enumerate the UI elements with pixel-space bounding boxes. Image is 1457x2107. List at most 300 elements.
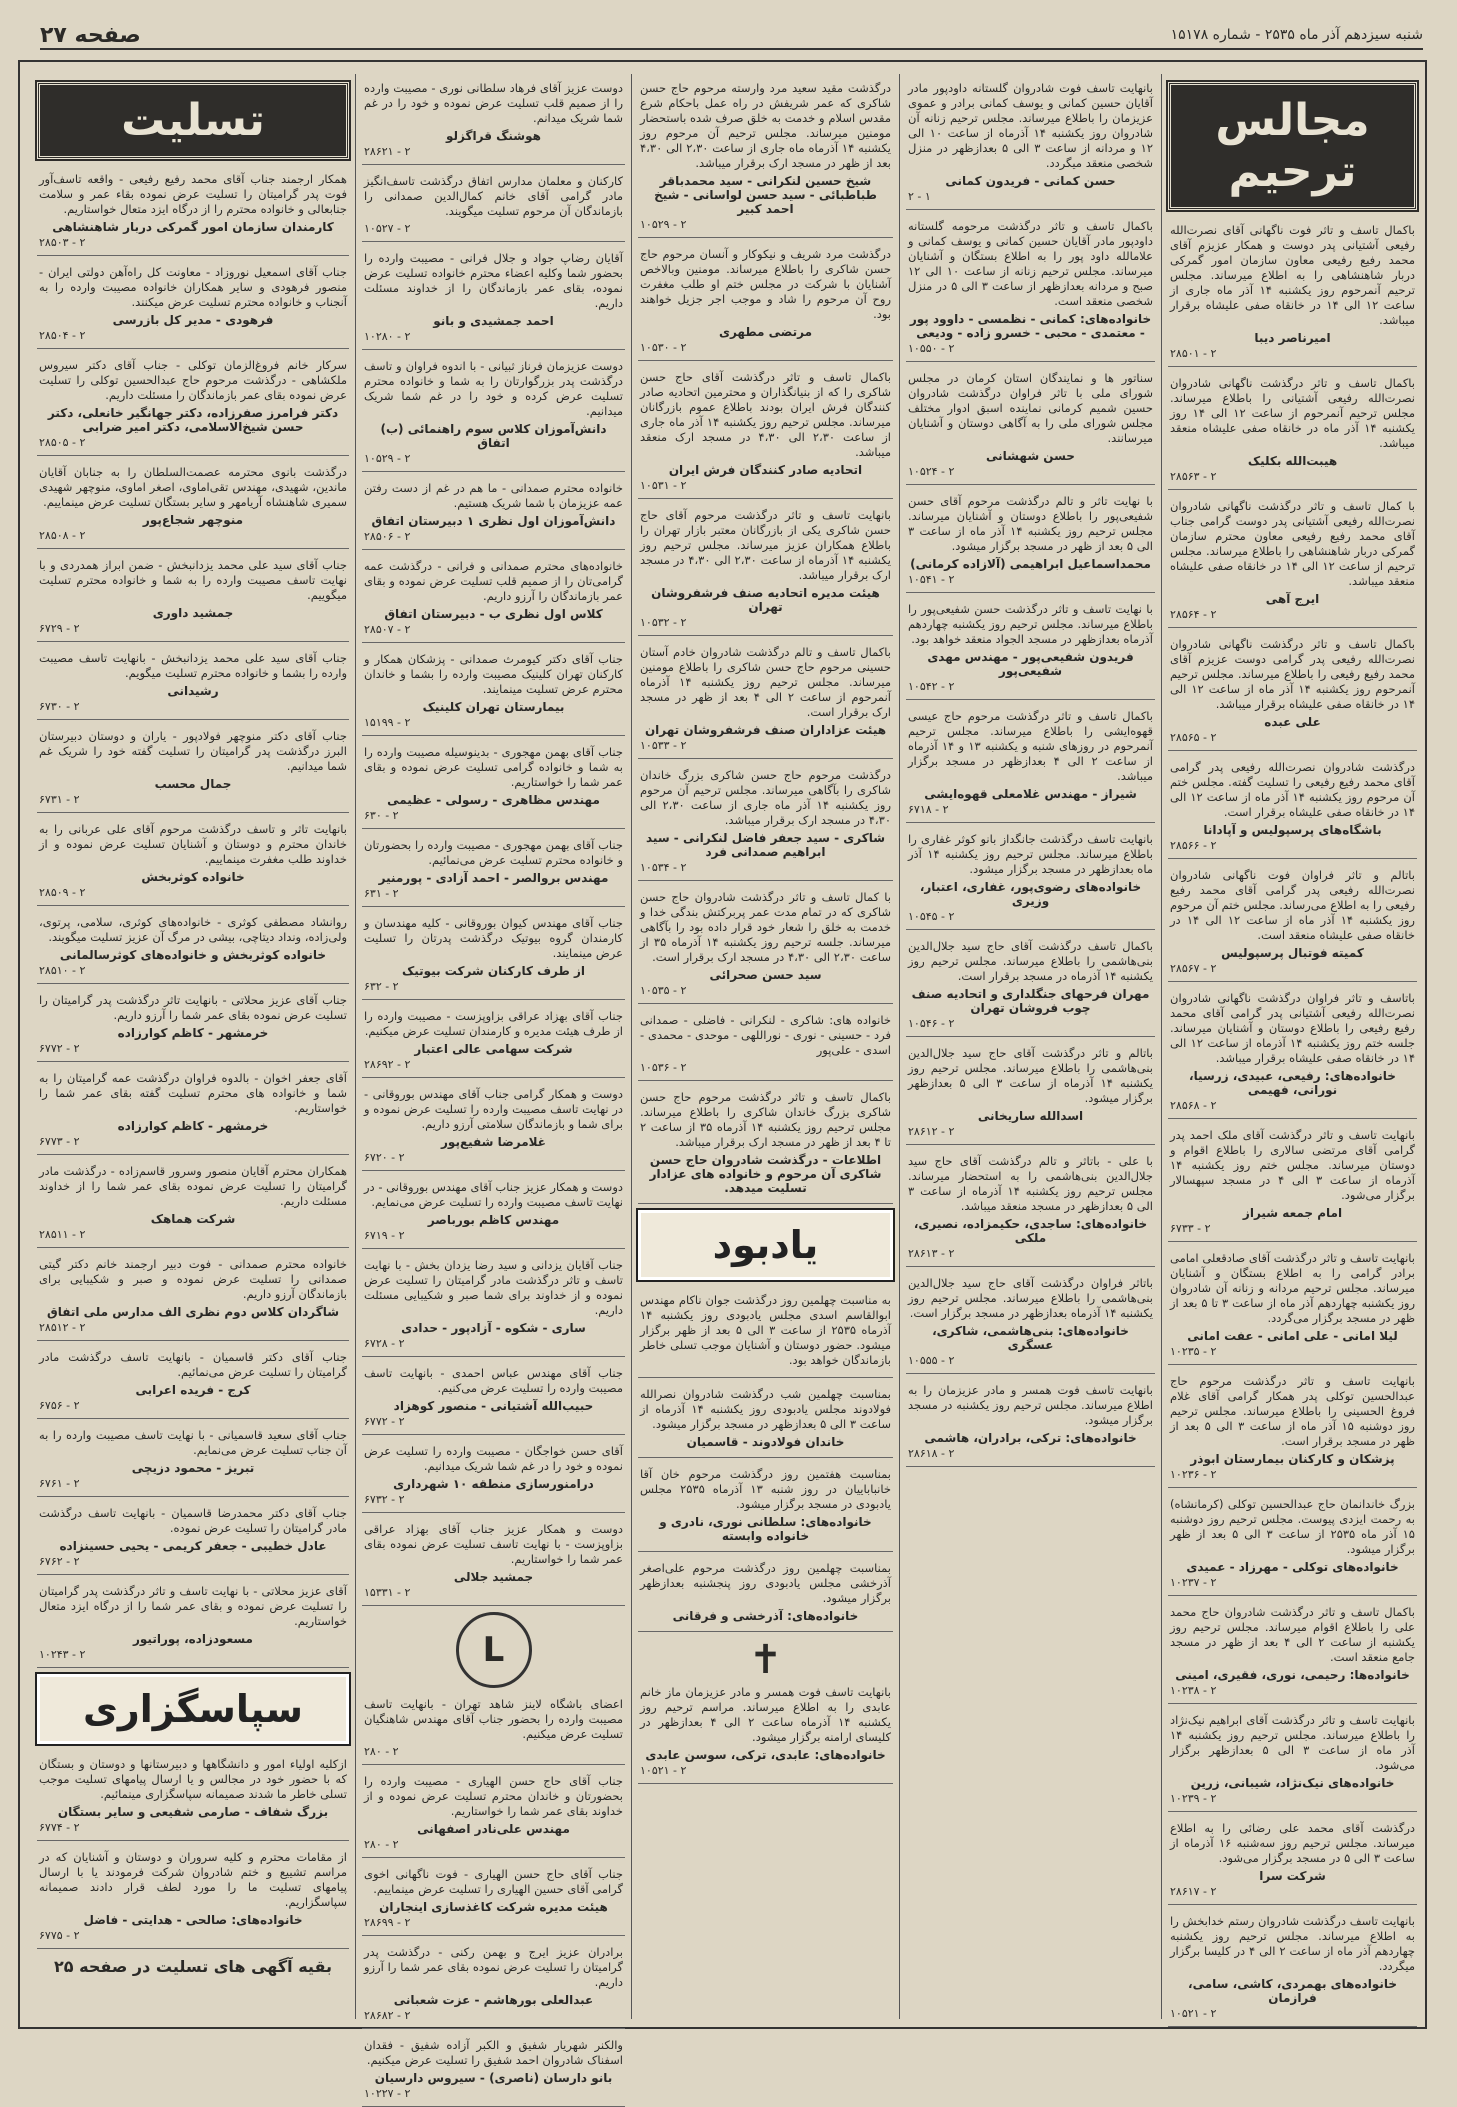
notice-signature: دکتر فرامرز صفرزاده، دکتر جهانگیر خانعلی، دکتر حسن شیخ‌الاسلامی، دکتر امیر ضرابی (47, 406, 339, 434)
notice-item (37, 819, 349, 906)
notice-signature: خانواده‌های: سلطانی نوری، نادری و خانواده وابسته (659, 1515, 872, 1543)
notice-text: از مقامات محترم و کلیه سروران و دوستان و آشنایان که در مراسم تشییع و ختم شادروان شرکت فرمودند یا با ارسال پیامهای تسلیت ما را مورد لطف قرار دادند صمیمانه سپاسگزاریم. (39, 1850, 347, 1909)
notice-code: ۶۷۵۶ - ۲ (39, 1399, 80, 1412)
notice-signature: هیئت مدیره اتحادیه صنف فرشفروشان تهران (651, 586, 880, 614)
column-3 (631, 74, 899, 2019)
notice-code: ۲۸۵۶۷ - ۲ (1170, 962, 1217, 975)
notice-code: ۶۷۳۱ - ۲ (39, 793, 80, 806)
notice-signature: شرکت هماهک (150, 1212, 236, 1226)
notice-item (362, 1519, 625, 1606)
notice-item (37, 648, 349, 720)
notice-signature: باشگاه‌های پرسپولیس و آپادانا (1203, 823, 1382, 837)
notice-signature: شرکت سرا (1259, 1869, 1326, 1883)
page-number: صفحه ۲۷ (40, 22, 141, 48)
notice-code: ۱۰۲۳۷ - ۲ (1170, 1576, 1217, 1589)
notice-code: ۶۷۲۸ - ۲ (364, 1337, 405, 1350)
notice-text: درگذشت آقای محمد علی رضائی را به اطلاع میرساند. مجلس ترحیم روز سه‌شنبه ۱۶ آذرماه از ساعت ۳ الی ۵ در مسجد برگزار می‌شود. (1170, 1821, 1415, 1865)
notice-signature: حبیب‌الله آشتیانی - منصور کوهزاد (393, 1399, 594, 1413)
notice-item (362, 356, 625, 472)
notice-code: ۲۸۰ - ۲ (364, 1745, 399, 1758)
notice-item (906, 491, 1155, 593)
notice-code: ۶۷۶۱ - ۲ (39, 1477, 80, 1490)
notice-item (37, 1068, 349, 1155)
notice-text: جناب آقای اسمعیل نوروزاد - معاونت کل راه‌آهن دولتی ایران - منصور فرهودی و سایر همکاران خانواده مصیبت وارده را به آنجناب و خانواده محترم تسلیت عرض میکنند. (39, 265, 347, 309)
notice-text: باکمال تاسف و تاثر درگذشت ناگهانی شادروان نصرت‌الله رفیعی پدر گرامی دوست عزیزم آقای محمد رفیع رفیعی را باطلاع میرساند. مجلس ترحیم آنمرحوم روز یکشنبه ۱۴ آذر ماه از ساعت ۱۲ الی ۱۴ در خانقاه صفی علیشاه برقرار میباشد. (1170, 637, 1415, 711)
notice-text: درگذشت مقید سعید مرد وارسته مرحوم حاج حسن شاکری که عمر شریفش در راه عمل باحکام شرع مقدس اسلام و خدمت به خلق صرف شده باستحضار مومنین میرساند. مجلس ترحیم آن مرحوم روز یکشنبه ۱۴ آذرماه ماه جاری از ساعت ۲،۳۰ الی ۴،۳۰ بعد از ظهر در مسجد ارک برقرار میباشد. (640, 81, 891, 170)
column-4 (355, 74, 631, 2100)
notice-item (362, 1694, 625, 1765)
cross-icon: ✝ (748, 1637, 783, 1683)
notice-text: آقای حسن خواجگان - مصیبت وارده را تسلیت عرض نموده و خود را در غم شما شریک میدانیم. (364, 1444, 623, 1473)
notice-signature: جمشید داوری (152, 606, 234, 620)
notice-signature: مهران فرحهای جنگلداری و اتحادیه صنف چوب فروشان تهران (911, 987, 1150, 1015)
notice-signature: منوچهر شجاع‌پور (142, 513, 244, 527)
notice-signature: شرکت سهامی عالی اعتبار (414, 1042, 573, 1056)
notice-text: والکنر شهریار شفیق و الکبر آزاده شفیق - فقدان اسفناک شادروان احمد شفیق را تسلیت عرض میکنیم. (364, 2038, 623, 2067)
notice-item (1168, 757, 1417, 859)
notice-text: بزرگ خاندانمان حاج عبدالحسین توکلی (کرمانشاه) به رحمت ایزدی پیوست. مجلس ترحیم روز دوشنبه ۱۵ آذر ماه ۲۵۳۵ از ساعت ۳ الی ۵ بعد از ظهر برگزار میشود. (1170, 1497, 1415, 1556)
notice-signature: خرمشهر - کاظم کوارزاده (117, 1119, 269, 1133)
notice-item (362, 1084, 625, 1171)
notice-item (1168, 1818, 1417, 1905)
notice-item (638, 1682, 893, 1784)
notice-signature: هوشنگ قراگزلو (446, 129, 541, 143)
continued-note: بقیه آگهی های تسلیت در صفحه ۲۵ (54, 1957, 332, 1976)
notice-code: ۱۰۲۸۰ - ۲ (364, 330, 411, 343)
notice-code: ۲۸۶۱۲ - ۲ (908, 1125, 955, 1138)
notice-code: ۱۰۵۵۰ - ۲ (908, 342, 955, 355)
notice-item (37, 169, 349, 256)
notice-item (638, 244, 893, 361)
col5-notices-b (37, 1754, 349, 1949)
notice-text: سرکار خانم فروغ‌الزمان توکلی - جناب آقای دکتر سیروس ملکشاهی - درگذشت مرحوم حاج عبدالحسین توکلی را تسلیت عرض نموده بقای عمر بازماندگان را مسئلت داریم. (39, 358, 347, 402)
notice-text: دوست عزیزمان فرناز ثبیانی - با اندوه فراوان و تاسف درگذشت پدر بزرگوارتان را به شما و خانواده محترم تسلیت عرض کرده و خود را در غم شما شریک میدانیم. (364, 359, 623, 418)
notice-text: جناب آقای عزیز محلاتی - بانهایت تاثر درگذشت پدر گرامیتان را تسلیت عرض نموده بقای عمر شما را آرزو داریم. (39, 993, 347, 1022)
notice-item (362, 1771, 625, 1858)
notice-signature: دانش‌آموزان کلاس سوم راهنمائی (ب) اتفاق (380, 422, 607, 450)
notice-text: روانشاد مصطفی کوثری - خانواده‌های کوثری، سلامی، پرتوی، ولی‌زاده، ونداد دیتاچی، بیشی در مرگ آن عزیز تسلیت میگویند. (39, 915, 347, 944)
notice-item (638, 78, 893, 238)
notice-item (37, 1161, 349, 1248)
notice-signature: مهندس بروالصر - احمد آزادی - پورمنیر (378, 871, 609, 885)
notice-code: ۲۸۵۰۴ - ۲ (39, 329, 86, 342)
notice-code: ۱۰۵۳۵ - ۲ (640, 984, 687, 997)
notice-text: جناب آقای بهمن مهجوری - بدینوسیله مصیبت وارده را به شما و خانواده گرامی تسلیت عرض نموده و بقای عمر شما را خواستاریم. (364, 745, 623, 789)
notice-code: ۱۰۵۵۵ - ۲ (908, 1354, 955, 1367)
notice-signature: عادل خطیبی - جعفر کریمی - یحیی حسینزاده (59, 1539, 327, 1553)
notice-signature: رشیدانی (167, 684, 219, 698)
notice-text: درگذشت مرد شریف و نیکوکار و آنسان مرحوم حاج حسن شاکری را باطلاع میرساند. مومنین وبالاخص آشنایان با شرکت در مجلس ختم او طلب مغفرت روح آن مرحوم را شاد و موجب اجر جزیل خواهند بود. (640, 247, 891, 321)
col4-notices-b (362, 1694, 625, 2107)
notice-text: دوست و همکار گرامی جناب آقای مهندس بوروقانی - در نهایت تاسف مصیبت وارده را تسلیت عرض نموده و برای شما و بازماندگان سلامتی آرزو داریم. (364, 1087, 623, 1131)
notice-code: ۲۸۵۰۶ - ۲ (364, 530, 411, 543)
notice-signature: مهندس مظاهری - رسولی - عظیمی (387, 793, 600, 807)
notice-item (362, 478, 625, 550)
notice-code: ۱۰۲۲۷ - ۲ (364, 2087, 411, 2100)
notice-code: ۲۸۶۲۱ - ۲ (364, 145, 411, 158)
notice-code: ۶۷۷۳ - ۲ (39, 1135, 80, 1148)
notice-text: درگذشت شادروان نصرت‌الله رفیعی پدر گرامی آقای محمد رفیع رفیعی را تسلیت گفته. مجلس ختم آن مرحوم روز یکشنبه ۱۴ آذر ماه از ساعت ۱۲ الی ۱۴ در خانقاه صفی علیشاه برقرار است. (1170, 760, 1415, 819)
notice-code: ۶۷۷۵ - ۲ (39, 1929, 80, 1942)
notice-item (1168, 373, 1417, 490)
notice-item (37, 462, 349, 549)
notice-signature: خانواده‌های: بنی‌هاشمی، شاکری، عسگری (932, 1324, 1129, 1352)
notice-item (1168, 1602, 1417, 1704)
notice-code: ۲۸۰ - ۲ (364, 1838, 399, 1851)
notice-item (37, 990, 349, 1062)
notice-signature: کرج - فریده اعرابی (135, 1383, 251, 1397)
notice-signature: احمد جمشیدی و بانو (433, 314, 554, 328)
notice-signature: خانواده‌های رضوی‌پور، غفاری، اعتبار، وزیری (919, 880, 1142, 908)
notice-text: با علی - باتاثر و تالم درگذشت آقای حاج سید جلال‌الدین بنی‌هاشمی را به استحضار میرساند. مجلس ترحیم روز یکشنبه ۱۴ آذرماه از ساعت ۳ الی ۵ بعدازظهر در مسجد منعقد میباشد. (908, 1154, 1153, 1213)
notice-code: ۲۸۶۹۲ - ۲ (364, 1058, 411, 1071)
notice-item (906, 1151, 1155, 1267)
notice-item (638, 1010, 893, 1081)
notice-item (1168, 1125, 1417, 1242)
notice-signature: اتحادیه صادر کنندگان فرش ایران (668, 463, 863, 477)
notice-text: خانواده محترم صمدانی - ما هم در غم از دست رفتن عمه عزیزمان با شما شریک هستیم. (364, 481, 623, 510)
notice-text: همکار ارجمند جناب آقای محمد رفیع رفیعی - واقعه تاسف‌آور فوت پدر گرامیتان را تسلیت عرض نموده بقاء عمر و سلامت جنابعالی و خانواده محترم را از درگاه ایزد متعال خواستاریم. (39, 172, 347, 216)
notice-item (362, 1255, 625, 1357)
notice-signature: لیلا امانی - علی امانی - عفت امانی (1187, 1329, 1398, 1343)
notice-text: باتالم و تاثر درگذشت آقای حاج سید جلال‌الدین بنی‌هاشمی را باطلاع میرساند. مجلس ترحیم روز یکشنبه ۱۴ آذرماه از ساعت ۳ الی ۵ بعدازظهر برگزار میشود. (908, 1046, 1153, 1105)
notice-signature: عبدالعلی بورهاشم - عزت شعبانی (393, 1993, 594, 2007)
notice-code: ۲۸۶۸۲ - ۲ (364, 2009, 411, 2022)
notice-text: دوست عزیز آقای فرهاد سلطانی نوری - مصیبت وارده را از صمیم قلب تسلیت عرض نموده و خود را در غم شما شریک میدانم. (364, 81, 623, 125)
notice-item (362, 1864, 625, 1936)
notice-code: ۲۸۵۶۸ - ۲ (1170, 1099, 1217, 1112)
notice-code: ۲ - ۱ (908, 190, 931, 203)
column-5 (31, 74, 355, 2019)
notice-text: بانهایت تاسف و تاثر درگذشت آقای ابراهیم نیک‌نژاد را باطلاع میرساند. مجلس ترحیم روز یکشنبه ۱۴ آذر ماه از ساعت ۳ الی ۵ بعدازظهر برگزار می‌شود. (1170, 1713, 1415, 1772)
column-1 (1161, 74, 1423, 2019)
notice-code: ۲۸۵۰۵ - ۲ (39, 436, 86, 449)
notice-code: ۲۸۵۶۶ - ۲ (1170, 839, 1217, 852)
notice-text: جناب آقای حاج حسن الهیاری - مصیبت وارده را بحضورتان و خاندان محترم تسلیت عرض نموده و از خداوند بقای عمر شما را خواستاریم. (364, 1774, 623, 1818)
notice-item (906, 829, 1155, 930)
notice-text: با کمال تاسف و تاثر درگذشت ناگهانی شادروان نصرت‌الله رفیعی آشتیانی پدر دوست گرامی جناب آقای محمد رفیع رفیعی معاون محترم سازمان گمرکی دربار شاهنشاهی را باطلاع میرساند. مجلس ترحیم از ساعت ۱۲ الی ۱۴ در خانقاه صفی علیشاه منعقد میباشد. (1170, 499, 1415, 588)
notice-code: ۲۸۵۰۳ - ۲ (39, 236, 86, 249)
notice-signature: بیمارستان تهران کلینیک (422, 700, 565, 714)
notice-code: ۱۰۵۲۷ - ۲ (364, 222, 411, 235)
notice-item (362, 1177, 625, 1249)
notice-item (37, 1254, 349, 1341)
notice-text: جناب آقای مهندس عباس احمدی - بانهایت تاسف مصیبت وارده را تسلیت عرض می‌کنیم. (364, 1366, 623, 1395)
notice-item (362, 649, 625, 736)
notice-code: ۲۸۶۱۳ - ۲ (908, 1247, 955, 1260)
notice-item (362, 1006, 625, 1078)
notice-text: درگذشت بانوی محترمه عصمت‌السلطان را به جنابان آقایان ماندین، شهیدی، مهندس تقی‌اماوی، اصغر اماوی، منوچهر شهیدی سمیری شاهنشاه آریامهر و سایر بستگان تسلیت عرض مینماییم. (39, 465, 347, 509)
notice-text: خانواده های: شاکری - لنکرانی - فاضلی - صمدانی فرد - حسینی - نوری - نوراللهی - موحدی - محمدی - اسدی - علی‌پور (640, 1013, 891, 1057)
notice-text: سناتور ها و نمایندگان استان کرمان در مجلس شورای ملی با تاثر فراوان درگذشت شادروان حسین شمیم کرمانی نماینده اسبق ادوار مختلف مجلس شورای ملی را به آگاهی دوستان و آشنایان میرسانند. (908, 371, 1153, 445)
notice-text: بمناسبت چهلمین روز درگذشت مرحوم علی‌اصغر آذرخشی مجلس یادبودی روز پنجشنبه بعدازظهر برگزار میشود. (640, 1561, 891, 1605)
notice-code: ۱۰۲۳۵ - ۲ (1170, 1345, 1217, 1358)
notice-text: خانواده‌های محترم صمدانی و فرانی - درگذشت عمه گرامی‌تان را از صمیم قلب تسلیت عرض نموده و بقای عمر بازماندگان را آرزو داریم. (364, 559, 623, 603)
notice-item (638, 1087, 893, 1204)
notice-text: برادران عزیز ایرج و بهمن رکنی - درگذشت پدر گرامیتان را تسلیت عرض نموده بقای عمر شما را آرزو داریم. (364, 1945, 623, 1989)
notice-item (906, 706, 1155, 823)
notice-text: آقایان رضاپ جواد و جلال فرانی - مصیبت وارده را بحضور شما وکلیه اعضاء محترم خانواده تسلیت عرض نموده، بقای عمر بازماندگان را از خداوند مسئلت داریم. (364, 251, 623, 310)
notice-item (362, 78, 625, 165)
notice-signature: اطلاعات - درگذشت شادروان حاج حسن شاکری آن مرحوم و خانواده های عزادار تسلیت میدهد. (649, 1153, 882, 1195)
notice-item (37, 262, 349, 349)
notice-signature: دانش‌آموزان اول نظری ۱ دبیرستان اتفاق (371, 514, 616, 528)
notice-signature: حسن شهشانی (986, 449, 1075, 463)
notice-code: ۱۵۱۹۹ - ۲ (364, 716, 411, 729)
notice-code: ۱۰۲۴۳ - ۲ (39, 1648, 86, 1661)
notice-text: آقای عزیز محلاتی - با نهایت تاسف و تاثر درگذشت پدر گرامیتان را تسلیت عرض نموده و بقای عمر شما را از درگاه ایزد متعال خواستاریم. (39, 1584, 347, 1628)
notice-signature: بزرگ شفاف - صارمی شفیعی و سایر بستگان (57, 1805, 329, 1819)
notice-signature: هیبت‌الله بکلیک (1247, 454, 1338, 468)
notice-text: جناب آقای دکتر قاسمیان - بانهایت تاسف درگذشت مادر گرامیتان را تسلیت عرض می‌نمائیم. (39, 1350, 347, 1379)
notice-text: بمناسبت چهلمین شب درگذشت شادروان نصرالله فولادوند مجلس یادبودی روز یکشنبه ۱۴ آذرماه از ساعت ۳ الی ۵ بعدازظهر در مسجد برگزار میشود. (640, 1387, 892, 1431)
notice-item (37, 555, 349, 642)
notice-text: بانهایت تاسف درگذشت جانگداز بانو کوثر غفاری را باطلاع میرساند. مجلس ترحیم روز یکشنبه ۱۴ آذر ماه بعدازظهر در مسجد برگزار میشود. (908, 832, 1153, 876)
notice-code: ۱۰۵۴۱ - ۲ (908, 573, 955, 586)
notice-signature: مهندس علی‌نادر اصفهانی (417, 1822, 570, 1836)
notice-item (906, 78, 1155, 210)
notice-code: ۲۸۵۶۴ - ۲ (1170, 608, 1217, 621)
notice-text: باتالم و تاثر فراوان فوت ناگهانی شادروان نصرت‌الله رفیعی پدر گرامی آقای محمد رفیع رفیعی را به اطلاع می‌رساند. مجلس ختم آن مرحوم روز یکشنبه ۱۴ آذر ماه از ساعت ۱۲ الی ۱۴ در خانقاه صفی علیشاه منعقد است. (1169, 868, 1415, 942)
notice-signature: خانواده‌های: عابدی، ترکی، سوسن عابدی (645, 1748, 886, 1762)
notice-text: باکمال تاسف و تاثر درگذشت مرحوم حاج عیسی قهوه‌ایشی را باطلاع میرساند. مجلس ترحیم آنمرحوم در روزهای شنبه و یکشنبه ۱۳ و ۱۴ آذرماه از ساعت ۲ الی ۴ بعدازظهر در مسجد برگزار میباشد. (908, 709, 1153, 783)
notice-code: ۱۰۵۴۵ - ۲ (908, 910, 955, 923)
notice-code: ۶۳۰ - ۲ (364, 809, 399, 822)
notice-item (906, 1380, 1155, 1467)
col4-notices-a (362, 78, 625, 1606)
notice-signature: شاگردان کلاس دوم نظری الف مدارس ملی اتفاق (46, 1305, 340, 1319)
notice-text: جناب آقای سید علی محمد یزدانبخش - ضمن ابراز همدردی و با نهایت تاسف مصیبت وارده را به شما و خانواده محترم تسلیت میگوییم. (39, 558, 347, 602)
notice-item (1168, 1248, 1417, 1365)
notice-code: ۱۰۵۲۹ - ۲ (364, 452, 411, 465)
notice-item (37, 1503, 349, 1575)
notice-signature: درامنورسازی منطقه ۱۰ شهرداری (393, 1477, 594, 1491)
notice-code: ۶۷۷۲ - ۲ (364, 1415, 405, 1428)
notice-code: ۲۸۵۶۵ - ۲ (1170, 731, 1217, 744)
notice-signature: خانواده‌های توکلی - مهرزاد - عمیدی (1186, 1560, 1399, 1574)
notice-code: ۱۰۲۳۹ - ۲ (1170, 1792, 1217, 1805)
notice-item (37, 1581, 349, 1668)
notice-code: ۲۸۵۰۱ - ۲ (1170, 347, 1217, 360)
notice-item (638, 1384, 893, 1458)
notice-item (362, 171, 625, 242)
notice-signature: خانواده‌های: صالحی - هدایتی - فاضل (83, 1913, 303, 1927)
notice-text: بانهایت تاسف درگذشت شادروان رستم خدابخش را به اطلاع میرساند. مجلس ترحیم روز یکشنبه چهاردهم آذر ماه از ساعت ۲ الی ۴ در کلیسا برگزار میگردد. (1170, 1914, 1415, 1973)
notice-item (1168, 1911, 1417, 2027)
notice-text: جناب آقای مهندس کیوان بوروقانی - کلیه مهندسان و کارمندان گروه بیوتیک درگذشت پدرتان را تسلیت عرض مینمایند. (364, 916, 623, 960)
notice-code: ۱۵۳۳۱ - ۲ (364, 1586, 411, 1599)
notice-item (638, 642, 893, 759)
notice-code: ۱۰۵۳۶ - ۲ (640, 1061, 687, 1074)
notice-code: ۲۸۵۰۷ - ۲ (364, 623, 411, 636)
notice-text: کارکنان و معلمان مدارس اتفاق درگذشت تاسف‌انگیز مادر گرامی آقای خانم کمال‌الدین صمدانی را بازماندگان آن مرحوم تسلیت میگویند. (364, 174, 623, 218)
notice-text: جناب آقای سید علی محمد یزدانبخش - بانهایت تاسف مصیبت وارده را بشما و خانواده محترم تسلیت میگویم. (39, 651, 347, 680)
notice-code: ۶۷۲۹ - ۲ (39, 622, 80, 635)
notice-text: جناب آقای حاج حسن الهیاری - فوت ناگهانی اخوی گرامی آقای حسین الهیاری را تسلیت عرض مینماییم. (364, 1867, 623, 1896)
notice-code: ۶۷۱۸ - ۲ (908, 803, 949, 816)
notice-item (638, 505, 893, 636)
notice-item (362, 913, 625, 1000)
notice-signature: خانواده کوثربخش و خانواده‌های کوثرسالمانی (59, 948, 327, 962)
notice-code: ۱۰۵۲۱ - ۲ (640, 1764, 687, 1777)
notice-code: ۶۷۶۲ - ۲ (39, 1555, 80, 1568)
issue-date-line: شنبه سیزدهم آذر ماه ۲۵۳۵ - شماره ۱۵۱۷۸ (1170, 27, 1423, 43)
notice-code: ۱۰۲۳۶ - ۲ (1170, 1468, 1217, 1481)
notice-signature: خانواده‌های: کمانی - نظمسی - داوود پور - معتمدی - محبی - خسرو زاده - ودیعی (909, 312, 1152, 340)
column-2 (899, 74, 1161, 2019)
notice-code: ۲۸۵۰۸ - ۲ (39, 529, 86, 542)
notice-code: ۶۷۷۴ - ۲ (39, 1821, 80, 1834)
notice-signature: خانواده‌های: ترکی، برادران، هاشمی (924, 1431, 1137, 1445)
notice-item (638, 1464, 893, 1552)
col3-notices-c (638, 1682, 893, 1784)
notice-signature: مرتضی مطهری (718, 325, 813, 339)
notice-text: باکمال تاسف درگذشت آقای حاج سید جلال‌الدین بنی‌هاشمی را باطلاع میرساند. مجلس ترحیم روز یکشنبه ۱۴ آذرماه در مسجد برقرار است. (908, 939, 1153, 983)
notice-item (906, 1043, 1155, 1145)
notice-text: باکمال تاسف و تاثر درگذشت مرحومه گلستانه داودپور مادر آقایان حسین کمانی و یوسف کمانی و علامالله داود پور را به اطلاع بستگان و آشنایان میرساند. مجلس ترحیم زنانه از ساعت ۱۰ الی ۱۲ صبح و مردانه بعدازظهر از ساعت ۳ الی ۵ در منزل شخصی منعقد است. (908, 219, 1153, 308)
notice-code: ۶۷۳۲ - ۲ (364, 1493, 405, 1506)
notice-item (638, 367, 893, 499)
notice-item (362, 835, 625, 907)
notice-item (1168, 496, 1417, 628)
notice-signature: کلاس اول نظری ب - دبیرستان اتفاق (384, 607, 603, 621)
notice-text: جناب آقای بهزاد عراقی بزاوپزست - مصیبت وارده را از طرف هیئت مدیره و کارمندان تسلیت عرض میکنیم. (364, 1009, 623, 1038)
notice-signature: خانواده‌های نیک‌نژاد، شیبانی، زرین (1190, 1776, 1395, 1790)
notice-item (638, 887, 893, 1004)
notice-item (638, 765, 893, 881)
notice-item (906, 599, 1155, 700)
notice-signature: حسن کمانی - فریدون کمانی (945, 174, 1116, 188)
notice-text: بانهایت تاسف فوت شادروان گلستانه داودپور مادر آقایان حسین کمانی و یوسف کمانی برادر و عموی عزیزمان را باطلاع میرساند. مجلس ترحیم زنانه آن شادروان روز یکشنبه ۱۴ آذرماه از ساعت ۱۰ الی ۱۲ و مردانه از ساعت ۳ الی ۵ بعدازظهر در منزل شخصی منعقد میگردد. (908, 81, 1153, 170)
notice-signature: هیئت مدیره شرکت کاغذسازی اینجاران (379, 1900, 608, 1914)
notice-signature: اسدالله ساریخانی (977, 1109, 1084, 1123)
notice-text: بانهایت تاسف و تاثر درگذشت مرحوم حاج عبدالحسین توکلی پدر همکار گرامی آقای غلام فروغ الحسینی را باطلاع میرساند. مجلس ترحیم روز دوشنبه ۱۵ آذر ماه از ساعت ۳ الی ۵ بعد از ظهر در مسجد برقرار است. (1170, 1374, 1415, 1448)
notice-text: جناب آقای بهمن مهجوری - مصیبت وارده را بحضورتان و خانواده محترم تسلیت عرض می‌نمائیم. (364, 838, 623, 867)
notice-text: باکمال تاسف و تاثر فوت ناگهانی آقای نصرت‌الله رفیعی آشتیانی پدر دوست و همکار عزیزم آقای محمد رفیع رفیعی معاون سازمان امور گمرکی دربار شاهنشاهی را به اطلاع میرساند. مجلس ترحیم آنمرحوم روز یکشنبه ۱۴ آذر ماه جاری از ساعت ۱۲ الی ۱۴ در خانقاه صفی علیشاه برقرار میباشد. (1170, 223, 1415, 327)
notice-text: ازکلیه اولیاء امور و دانشگاهها و دبیرستانها و دوستان و بستگان که با حضور خود در مجالس و یا ارسال پیامهای تسلیت موجب تسلی خاطر ما شدند صمیمانه سپاسگزاری مینمائیم. (39, 1757, 347, 1801)
notice-item (37, 1347, 349, 1419)
notice-signature: خانواده‌های بهمردی، کاشی، سامی، فرازمان (1188, 1977, 1397, 2005)
notice-text: جناب آقای دکتر محمدرضا قاسمیان - بانهایت تاسف درگذشت مادر گرامیتان را تسلیت عرض نموده. (39, 1506, 347, 1535)
notice-code: ۲۸۵۱۲ - ۲ (39, 1321, 86, 1334)
notice-text: بمناسبت هفتمین روز درگذشت مرحوم خان آقا خانباباییان در روز شنبه ۱۳ آذرماه ۲۵۳۵ مجلس یادبودی در مسجد برگزار میشود. (640, 1467, 891, 1511)
notice-code: ۱۰۵۲۹ - ۲ (640, 218, 687, 231)
section-banner-tasliat: تسلیت (37, 82, 349, 159)
notice-item (37, 726, 349, 813)
notice-signature: غلامرضا شفیع‌پور (441, 1135, 546, 1149)
notice-code: ۱۰۵۳۰ - ۲ (640, 341, 687, 354)
notice-code: ۲۸۵۱۱ - ۲ (39, 1228, 86, 1241)
notice-item (37, 1425, 349, 1497)
notice-signature: کمیته فوتبال پرسپولیس (1221, 946, 1364, 960)
notice-signature: خانواده‌های: رفیعی، عبیدی، زرسیا، نورانی، فهیمی (1189, 1069, 1396, 1097)
section-banner-yadbood: یادبود (638, 1210, 893, 1280)
notice-text: دوست و همکار عزیز جناب آقای مهندس بوروقانی - در نهایت تاسف مصیبت وارده را تسلیت عرض می‌نمایم. (364, 1180, 623, 1209)
notice-text: با کمال تاسف و تاثر درگذشت شادروان حاج حسن شاکری که در تمام مدت عمر پربرکتش بندگی خدا و خدمت به خلق را شعار خود قرار داده بود را بآگاهی میرساند. جلسه ترحیم روز یکشنبه ۱۴ آذرماه ۳۵ از ساعت ۲،۳۰ الی ۴،۳۰ در مسجد ارک برقرار است. (640, 890, 891, 964)
notice-text: بانهایت تاسف و تاثر درگذشت مرحوم آقای حاج حسن شاکری یکی از بازرگانان معتبر بازار تهران را باطلاع همکاران عزیز میرساند. مجلس ترحیم روز یکشنبه ۱۴ آذرماه از ساعت ۲،۳۰ الی ۴،۳۰ در مسجد ارک برقرار میباشد. (640, 508, 891, 582)
notice-text: خانواده محترم صمدانی - فوت دبیر ارجمند خانم دکتر گیتی صمدانی را تسلیت عرض نموده و صبر و شکیبایی برای بازماندگان آرزو داریم. (39, 1257, 347, 1301)
notice-text: دوست و همکار عزیز جناب آقای بهزاد عراقی بزاوپزست - با نهایت تاسف تسلیت عرض نموده بقای عمر شما را خواستاریم. (364, 1522, 623, 1566)
notice-item (1168, 988, 1417, 1119)
notice-signature: مسعودزاده، پوراتیور (133, 1632, 253, 1646)
lions-club-logo-icon: L (456, 1612, 532, 1688)
notice-text: بانهایت تاسف فوت همسر و مادر عزیزمان ماز خانم عابدی را به اطلاع میرساند. مراسم ترحیم روز یکشنبه ۱۴ آذرماه ساعت ۲ الی ۴ بعدازظهر در کلیسای ارامنه برگزار میشود. (640, 1685, 891, 1744)
notice-code: ۱۰۵۴۶ - ۲ (908, 1017, 955, 1030)
notice-signature: پزشکان و کارکنان بیمارستان ابوذر (1190, 1452, 1395, 1466)
notice-item (1168, 1710, 1417, 1812)
notice-item (1168, 1371, 1417, 1488)
notice-signature: محمداسماعیل ابراهیمی (آلازاده کرمانی) (910, 557, 1151, 571)
notice-signature: کارمندان سازمان امور گمرکی دربار شاهنشاهی (52, 220, 334, 234)
notice-item (1168, 865, 1417, 982)
notice-signature: خانواده‌های: آذرخشی و فرقانی (672, 1609, 859, 1623)
notice-item (362, 2035, 625, 2107)
notice-text: بانهایت تاسف و تاثر درگذشت آقای ملک احمد پدر گرامی آقای مرتضی سالاری را باطلاع اقوام و دوستان میرساند. مجلس ختم روز یکشنبه ۱۴ آذرماه از ساعت ۳ الی ۴ در مسجد سپهسالار برگزار می‌شود. (1170, 1128, 1415, 1202)
notice-text: با نهایت تاسف و تاثر درگذشت حسن شفیعی‌پور را باطلاع میرساند. مجلس ترحیم روز یکشنبه چهاردهم آذرماه بعدازظهر در مسجد الجواد منعقد خواهد بود. (908, 602, 1153, 646)
notice-signature: خاندان فولادوند - قاسمیان (686, 1435, 845, 1449)
notice-code: ۶۳۱ - ۲ (364, 887, 399, 900)
notice-code: ۶۷۳۰ - ۲ (39, 700, 80, 713)
notice-code: ۲۸۶۱۸ - ۲ (908, 1447, 955, 1460)
notice-code: ۶۷۳۳ - ۲ (1170, 1222, 1211, 1235)
notice-text: جناب آقای دکتر کیومرث صمدانی - پزشکان همکار و کارکنان تهران کلینیک مصیبت وارده را بشما و خاندان محترم عرض تسلیت مینمایند. (364, 652, 623, 696)
notice-signature: جمال محسب (154, 777, 232, 791)
notice-code: ۲۸۶۹۹ - ۲ (364, 1916, 411, 1929)
notice-item (906, 1273, 1155, 1374)
notice-code: ۱۰۵۳۱ - ۲ (640, 479, 687, 492)
notice-code: ۶۳۲ - ۲ (364, 980, 399, 993)
notice-text: جناب آقایان یزدانی و سید رضا یزدان بخش - با نهایت تاسف و تاثر درگذشت مادر گرامیتان را تسلیت عرض نموده و از خداوند برای شما صبر و شکیبایی مسئلت داریم. (364, 1258, 623, 1317)
notice-item (37, 355, 349, 456)
notice-code: ۱۰۵۳۲ - ۲ (640, 616, 687, 629)
notice-item (1168, 220, 1417, 367)
notice-text: بانهایت تاسف فوت همسر و مادر عزیزمان را به اطلاع میرساند. مجلس ترحیم روز یکشنبه در مسجد برگزار میشود. (908, 1383, 1153, 1427)
notice-item (1168, 1494, 1417, 1596)
notice-signature: ساری - شکوه - آزادپور - حدادی (401, 1321, 586, 1335)
notice-signature: شیخ حسین لنکرانی - سید محمدباقر طباطبائی - سید حسن لواسانی - شیخ احمد کبیر (654, 174, 877, 216)
col5-notices-a (37, 169, 349, 1668)
notice-item (362, 1441, 625, 1513)
notice-text: همکاران محترم آقایان منصور وسرور قاسم‌زاده - درگذشت مادر گرامیتان را تسلیت عرض نموده بقای عمر شما را از خداوند مسئلت داریم. (39, 1164, 347, 1208)
notice-code: ۶۷۱۹ - ۲ (364, 1229, 405, 1242)
notice-signature: امیرناصر دیبا (1254, 331, 1331, 345)
notice-item (362, 1363, 625, 1435)
notice-text: بانهایت تاثر و تاسف درگذشت مرحوم آقای علی عربانی را به خاندان محترم و دوستان و آشنایان تسلیت عرض نموده و از خداوند طلب مغفرت مینماییم. (39, 822, 347, 866)
notice-signature: خرمشهر - کاظم کوارزاده (117, 1026, 269, 1040)
section-banner-sepas: سپاسگزاری (37, 1674, 349, 1744)
notice-item (362, 1942, 625, 2029)
notice-code: ۲۸۶۱۷ - ۲ (1170, 1885, 1217, 1898)
notice-code: ۶۷۷۲ - ۲ (39, 1042, 80, 1055)
notice-item (362, 742, 625, 829)
notice-text: باتاسف و تاثر فراوان درگذشت ناگهانی شادروان نصرت‌الله رفیعی آشتیانی پدر گرامی آقای محمد رفیع رفیعی را باطلاع دوستان و آشنایان میرساند. جلسه ختم روز یکشنبه ۱۴ آذرماه از ساعت ۱۲ الی ۱۴ در خانقاه صفی علیشاه برقرار میباشد. (1170, 991, 1415, 1065)
notice-item (1168, 634, 1417, 751)
col2-notices (906, 78, 1155, 1467)
notice-item (638, 1290, 893, 1378)
notice-signature: فرهودی - مدیر کل بازرسی (112, 313, 274, 327)
notice-signature: سید حسن صحرائی (709, 968, 822, 982)
notice-code: ۱۰۵۴۲ - ۲ (908, 680, 955, 693)
notice-signature: تبریز - محمود دزیچی (131, 1461, 255, 1475)
notice-code: ۲۸۵۶۳ - ۲ (1170, 470, 1217, 483)
notice-signature: ایرج آهی (1265, 592, 1320, 606)
col3-notices-b (638, 1290, 893, 1632)
notice-signature: خانواده کوثربخش (141, 870, 245, 884)
notice-signature: خانواده‌ها: رحیمی، نوری، فقیری، امینی (1175, 1668, 1410, 1682)
notice-signature: امام جمعه شیراز (1242, 1206, 1343, 1220)
notice-signature: مهندس کاظم بورباصر (427, 1213, 560, 1227)
notice-item (37, 1847, 349, 1949)
